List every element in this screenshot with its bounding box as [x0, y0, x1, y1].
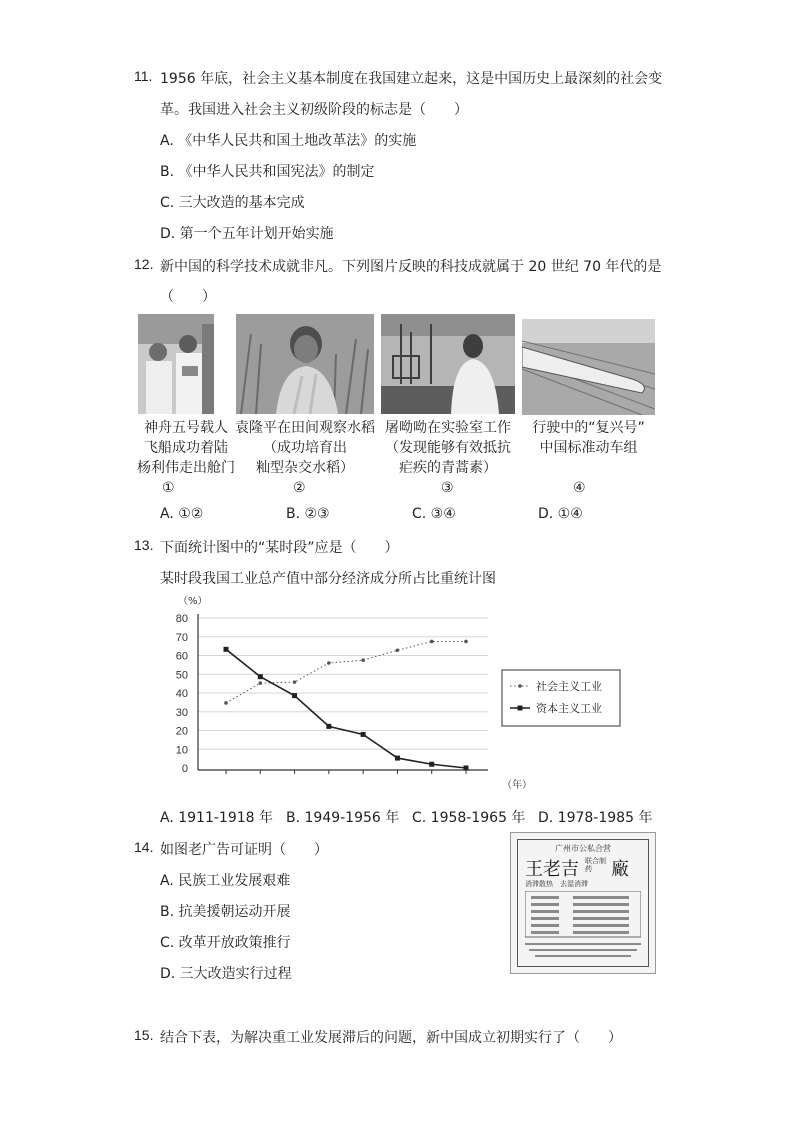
series-line-2 — [226, 649, 466, 768]
q14-option-c: C. 改革开放政策推行 — [160, 935, 291, 951]
picture2-mark: ② — [293, 480, 306, 496]
series1-point — [464, 640, 468, 644]
series1-point — [258, 681, 262, 685]
q12-option-b: B. ②③ — [286, 506, 330, 522]
y-tick-label: 70 — [175, 631, 188, 644]
y-tick-label: 50 — [175, 669, 188, 682]
picture3-caption — [378, 418, 518, 478]
q11-number: 11. — [134, 68, 153, 84]
legend-box — [502, 670, 620, 726]
picture1-mark: ① — [162, 480, 175, 496]
astronaut-photo — [138, 314, 214, 414]
y-tick-label: 0 — [181, 763, 188, 775]
q14-stem: 如图老广告可证明（ ） — [160, 842, 328, 858]
q14-option-b: B. 抗美援朝运动开展 — [160, 904, 291, 920]
picture1-caption-line2: 飞船成功着陆 — [144, 440, 228, 456]
picture2-caption — [232, 418, 378, 478]
ad-text-block — [525, 891, 641, 963]
series2-point — [326, 724, 331, 729]
series1-point — [430, 640, 434, 644]
q11-option-b: B. 《中华人民共和国宪法》的制定 — [160, 164, 375, 180]
series2-point — [292, 693, 297, 698]
series1-point — [361, 658, 365, 662]
legend-label-2: 资本主义工业 — [536, 702, 602, 715]
q14-option-a: A. 民族工业发展艰难 — [160, 873, 291, 889]
q15-number: 15. — [134, 1027, 154, 1043]
series-line-1 — [226, 641, 466, 703]
picture3-caption-line3: 疟疾的青蒿素） — [399, 460, 497, 476]
picture2-caption-line2: （成功培育出 — [263, 440, 347, 456]
series2-point — [361, 732, 366, 737]
picture1-caption-line3: 杨利伟走出舱门 — [137, 460, 235, 476]
q11-stem-line2: 革。我国进入社会主义初级阶段的标志是（ ） — [160, 102, 468, 118]
line-chart — [160, 590, 640, 800]
legend-marker-1 — [518, 684, 522, 688]
y-tick-label: 40 — [175, 688, 188, 700]
series1-point — [224, 701, 228, 705]
fuxing-train-photo — [522, 319, 655, 415]
y-tick-label: 60 — [175, 650, 188, 663]
q12-stem-line2: （ ） — [160, 289, 216, 305]
series1-point — [327, 661, 331, 665]
series1-point — [396, 648, 400, 652]
laboratory-photo — [381, 314, 515, 414]
q13-option-c: C. 1958-1965 年 — [412, 810, 526, 826]
picture4-mark: ④ — [573, 480, 586, 496]
q14-option-d: D. 三大改造实行过程 — [160, 966, 292, 982]
picture2-caption-line3: 籼型杂交水稻） — [256, 460, 354, 476]
q15-stem: 结合下表，为解决重工业发展滞后的问题，新中国成立初期实行了（ ） — [160, 1030, 622, 1046]
picture4-caption-line2: 中国标准动车组 — [539, 440, 638, 456]
picture2-caption-line1: 袁隆平在田间观察水稻 — [235, 420, 375, 436]
q11-option-c: C. 三大改造的基本完成 — [160, 195, 305, 211]
q12-option-d: D. ①④ — [538, 506, 583, 522]
y-tick-label: 10 — [175, 744, 188, 757]
picture3-caption-line1: 屠呦呦在实验室工作 — [385, 420, 511, 436]
q12-option-c: C. ③④ — [412, 506, 456, 522]
q13-stem: 下面统计图中的“某时段”应是（ ） — [160, 540, 399, 556]
legend-marker-2 — [518, 706, 523, 711]
series1-point — [293, 680, 297, 684]
ad-slogan: 消滞散热 去湿消滞 — [525, 880, 588, 888]
old-advertisement — [510, 832, 656, 974]
ad-header: 广州市公私合营 — [555, 844, 611, 853]
series2-point — [429, 762, 434, 767]
ad-brand: 王老吉 — [525, 859, 579, 880]
picture1-caption-line1: 神舟五号载人 — [144, 420, 228, 436]
picture3-mark: ③ — [441, 480, 454, 496]
picture3-caption-line2: （发现能够有效抵抗 — [385, 440, 511, 456]
q13-option-d: D. 1978-1985 年 — [538, 810, 653, 826]
series2-point — [464, 766, 469, 771]
series2-point — [258, 674, 263, 679]
q11-stem-line1: 1956 年底，社会主义基本制度在我国建立起来，这是中国历史上最深刻的社会变 — [160, 71, 663, 87]
ad-sub: 联合制药 — [585, 857, 606, 873]
q13-option-b: B. 1949-1956 年 — [286, 810, 400, 826]
picture4-caption-line1: 行驶中的“复兴号” — [532, 420, 645, 436]
ad-factory: 廠 — [611, 859, 629, 880]
q11-option-a: A. 《中华人民共和国土地改革法》的实施 — [160, 133, 417, 149]
y-tick-label: 20 — [175, 725, 188, 738]
q14-number: 14. — [134, 839, 154, 855]
y-axis-label: （%） — [178, 596, 208, 607]
chart-title: 某时段我国工业总产值中部分经济成分所占比重统计图 — [160, 571, 496, 587]
q12-number: 12. — [134, 256, 154, 272]
x-axis-label: （年） — [502, 780, 532, 791]
q13-number: 13. — [134, 537, 154, 553]
legend-label-1: 社会主义工业 — [536, 680, 602, 693]
q11-option-d: D. 第一个五年计划开始实施 — [160, 226, 334, 242]
series2-point — [224, 647, 229, 652]
rice-field-photo — [236, 314, 374, 414]
picture1-caption — [130, 418, 242, 478]
series2-point — [395, 756, 400, 761]
y-tick-label: 30 — [175, 706, 188, 719]
q12-stem-line1: 新中国的科学技术成就非凡。下列图片反映的科技成就属于 20 世纪 70 年代的是 — [160, 259, 662, 275]
q13-option-a: A. 1911-1918 年 — [160, 810, 273, 826]
y-tick-label: 80 — [175, 613, 188, 625]
q12-option-a: A. ①② — [160, 506, 204, 522]
picture4-caption — [522, 418, 655, 458]
